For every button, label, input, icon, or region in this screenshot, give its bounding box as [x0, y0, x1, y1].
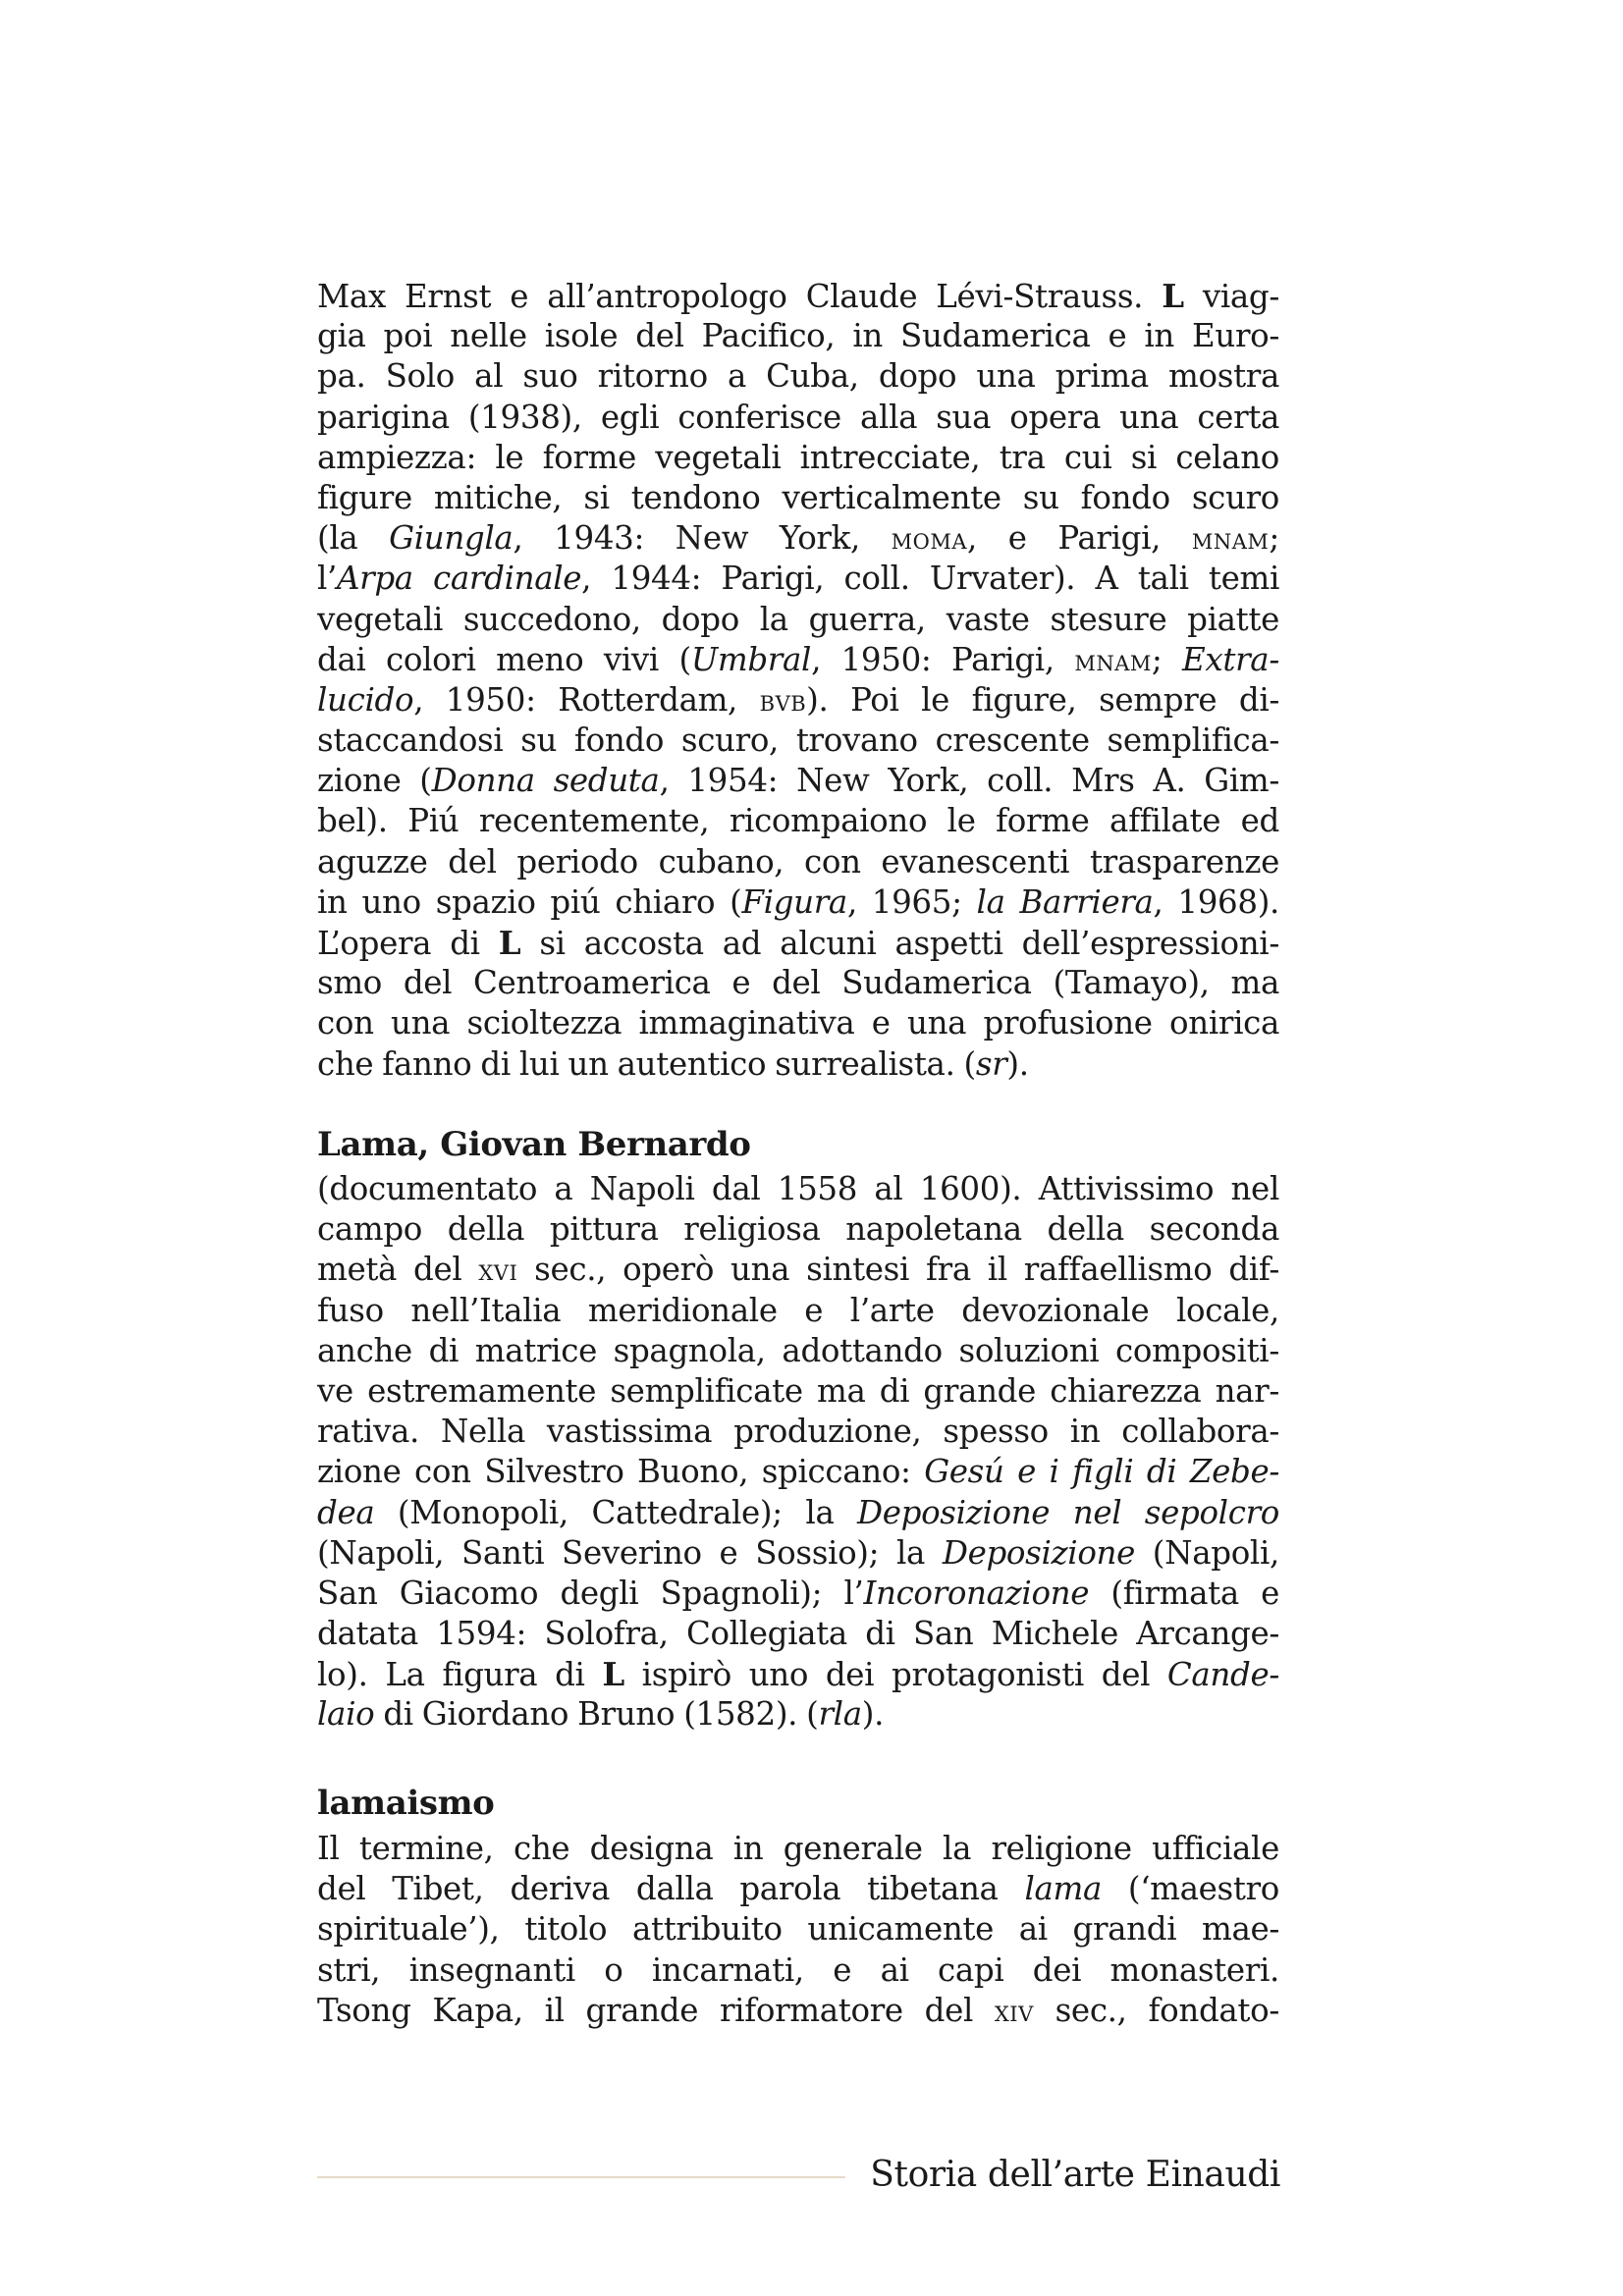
entry-lama-text	[317, 1169, 1279, 1735]
text-line: pa. Solo al suo ritorno a Cuba, dopo una prima mostra	[317, 357, 1279, 396]
text-line: del Tibet, deriva dalla parola tibetana lama (‘maestro	[317, 1870, 1279, 1908]
entry-lamaismo-text	[317, 1829, 1279, 2031]
text-line: Max Ernst e all’antropologo Claude Lévi-Strauss. L viag-	[317, 277, 1279, 315]
footer-rule	[317, 2176, 845, 2178]
text-line: campo della pittura religiosa napoletana della seconda	[317, 1210, 1279, 1249]
text-line: vegetali succedono, dopo la guerra, vaste stesure piatte	[317, 600, 1279, 638]
text-line: figure mitiche, si tendono verticalmente su fondo scuro	[317, 478, 1279, 516]
text-line: staccandosi su fondo scuro, trovano crescente semplifica-	[317, 721, 1279, 760]
text-line: ve estremamente semplificate ma di grande chiarezza nar-	[317, 1371, 1279, 1410]
entry-heading-lamaismo: lamaismo	[317, 1784, 495, 1823]
text-line: aguzze del periodo cubano, con evanescenti trasparenze	[317, 842, 1279, 881]
text-line: (la Giungla, 1943: New York, moma, e Parigi, mnam;	[317, 519, 1279, 558]
entry-continued-text	[317, 276, 1279, 1085]
text-line: San Giacomo degli Spagnoli); l’Incoronazione (firmata e	[317, 1574, 1279, 1612]
text-line: smo del Centroamerica e del Sudamerica (Tamayo), ma	[317, 964, 1279, 1002]
text-line: che fanno di lui un autentico surrealista. (sr).	[317, 1044, 1029, 1083]
text-line: laio di Giordano Bruno (1582). (rla).	[317, 1695, 885, 1734]
text-line: datata 1594: Solofra, Collegiata di San Michele Arcange-	[317, 1615, 1279, 1653]
text-line: bel). Piú recentemente, ricompaiono le forme affilate ed	[317, 802, 1279, 840]
text-line: fuso nell’Italia meridionale e l’arte devozionale locale,	[317, 1291, 1279, 1329]
entry-heading-lama: Lama, Giovan Bernardo	[317, 1125, 751, 1164]
text-line: l’Arpa cardinale, 1944: Parigi, coll. Urvater). A tali temi	[317, 560, 1279, 598]
text-line: rativa. Nella vastissima produzione, spesso in collabora-	[317, 1413, 1279, 1451]
text-line: con una scioltezza immaginativa e una profusione onirica	[317, 1004, 1279, 1042]
text-line: stri, insegnanti o incarnati, e ai capi dei monasteri.	[317, 1950, 1279, 1989]
text-line: dai colori meno vivi (Umbral, 1950: Parigi, mnam; Extra-	[317, 640, 1279, 678]
text-line: gia poi nelle isole del Pacifico, in Sudamerica e in Euro-	[317, 317, 1279, 355]
text-line: parigina (1938), egli conferisce alla sua opera una certa	[317, 398, 1279, 436]
text-line: anche di matrice spagnola, adottando soluzioni compositi-	[317, 1331, 1279, 1369]
text-line: L’opera di L si accosta ad alcuni aspetti dell’espressioni-	[317, 924, 1279, 962]
text-line: zione con Silvestro Buono, spiccano: Gesú e i figli di Zebe-	[317, 1453, 1279, 1491]
text-line: ampiezza: le forme vegetali intrecciate, tra cui si celano	[317, 438, 1279, 476]
text-line: dea (Monopoli, Cattedrale); la Deposizione nel sepolcro	[317, 1493, 1279, 1531]
footer-title: Storia dell’arte Einaudi	[870, 2155, 1280, 2195]
text-line: metà del xvi sec., operò una sintesi fra il raffaellismo dif-	[317, 1251, 1279, 1289]
text-line: Il termine, che designa in generale la religione ufficiale	[317, 1830, 1279, 1867]
text-line: Tsong Kapa, il grande riformatore del xiv sec., fondato-	[317, 1991, 1279, 2029]
text-line: (documentato a Napoli dal 1558 al 1600). Attivissimo nel	[317, 1170, 1279, 1207]
text-line: (Napoli, Santi Severino e Sossio); la Deposizione (Napoli,	[317, 1533, 1279, 1572]
text-line: spirituale’), titolo attribuito unicamente ai grandi mae-	[317, 1910, 1279, 1949]
text-line: lo). La figura di L ispirò uno dei protagonisti del Cande-	[317, 1655, 1279, 1694]
text-line: in uno spazio piú chiaro (Figura, 1965; la Barriera, 1968).	[317, 882, 1279, 921]
text-line: lucido, 1950: Rotterdam, bvb). Poi le figure, sempre di-	[317, 680, 1279, 719]
text-line: zione (Donna seduta, 1954: New York, coll. Mrs A. Gim-	[317, 762, 1279, 800]
